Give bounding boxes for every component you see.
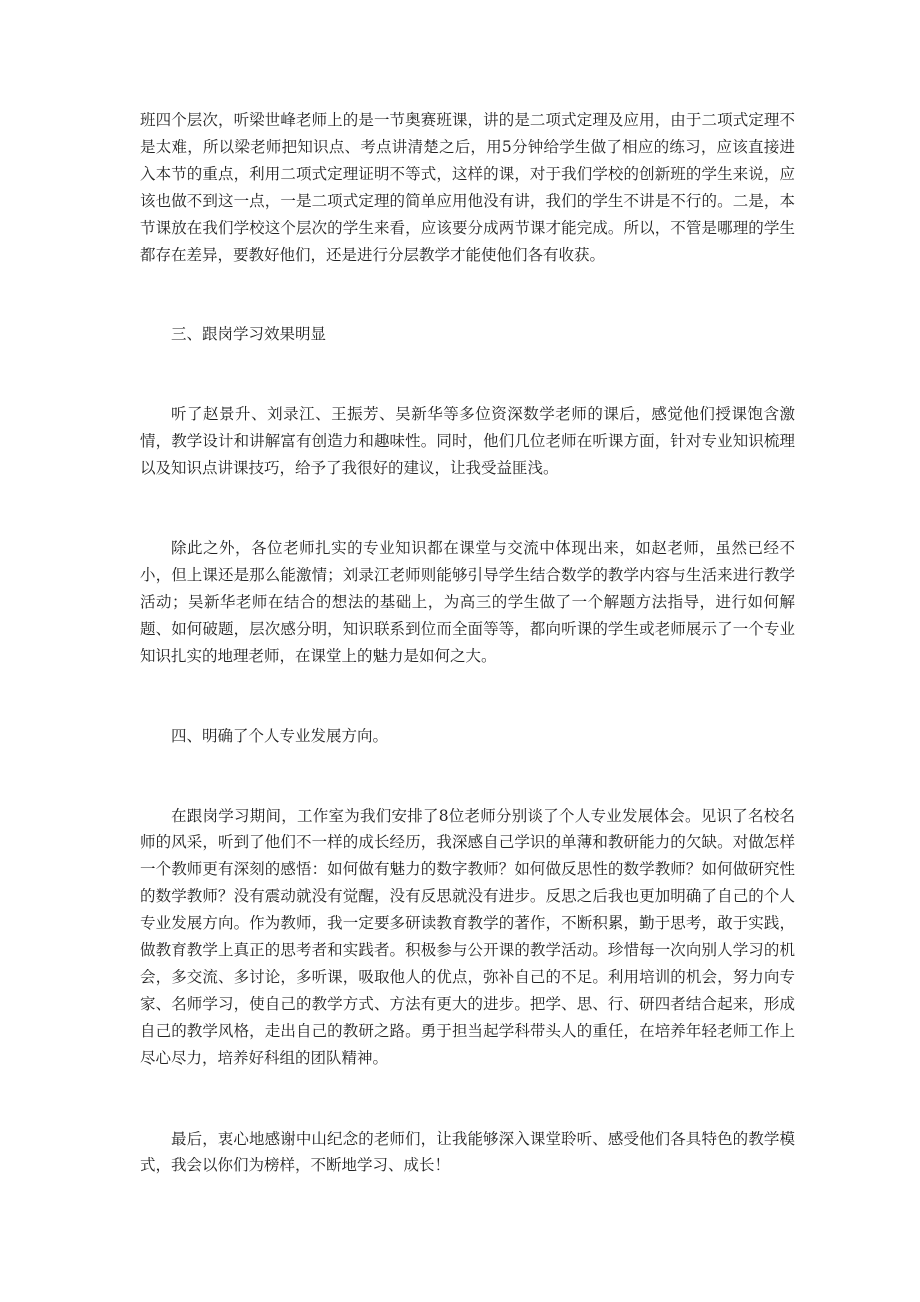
paragraph-development-direction: 在跟岗学习期间，工作室为我们安排了8位老师分别谈了个人专业发展体会。见识了名校名师的风采，听到了他们不一样的成长经历，我深感自己学识的单薄和教研能力的欠缺。对做怎样一个教师更有深刻的感悟：如何做有魅力的数字教师？如何做反思性的数学教师？如何做研究性的数学教师？没有震动就没有觉醒，没有反思就没有进步。反思之后我也更加明确了自己的个人专业发展方向。作为教师，我一定要多研读教育教学的著作，不断积累，勤于思考，敢于实践，做教育教学上真正的思考者和实践者。积极参与公开课的教学活动。珍惜每一次向别人学习的机会，多交流、多讨论，多听课，吸取他人的优点，弥补自己的不足。利用培训的机会，努力向专家、名师学习，使自己的教学方式、方法有更大的进步。把学、思、行、研四者结合起来，形成自己的教学风格，走出自己的教研之路。勇于担当起学科带头人的重任，在培养年轻老师工作上尽心尽力，培养好科组的团队精神。 (140, 806, 795, 1067)
paragraph-closing-thanks: 最后，衷心地感谢中山纪念的老师们，让我能够深入课堂聆听、感受他们各具特色的教学模式，我会以你们为榜样，不断地学习、成长！ (140, 1129, 795, 1175)
paragraph-teachers-lessons: 听了赵景升、刘录江、王振芳、吴新华等多位资深数学老师的课后，感觉他们授课饱含激情，教学设计和讲解富有创造力和趣味性。同时，他们几位老师在听课方面，针对专业知识梳理以及知识点讲课技巧，给予了我很好的建议，让我受益匪浅。 (140, 405, 795, 478)
paragraph-layered-teaching: 班四个层次，听梁世峰老师上的是一节奥赛班课，讲的是二项式定理及应用，由于二项式定理不是太难，所以梁老师把知识点、考点讲清楚之后，用5分钟给学生做了相应的练习，应该直接进入本节的重点，利用二项式定理证明不等式，这样的课，对于我们学校的创新班的学生来说，应该也做不到这一点，一是二项式定理的简单应用他没有讲，我们的学生不讲是不行的。二是，本节课放在我们学校这个层次的学生来看，应该要分成两节课才能完成。所以，不管是哪理的学生都存在差异，要教好他们，还是进行分层教学才能使他们各有收获。 (140, 111, 795, 264)
paragraph-professional-knowledge: 除此之外，各位老师扎实的专业知识都在课堂与交流中体现出来，如赵老师，虽然已经不小，但上课还是那么能激情；刘录江老师则能够引导学生结合数学的教学内容与生活来进行教学活动；吴新华老师在结合的想法的基础上，为高三的学生做了一个解题方法指导，进行如何解题、如何破题，层次感分明，知识联系到位而全面等等，都向听课的学生或老师展示了一个专业知识扎实的地理老师，在课堂上的魅力是如何之大。 (140, 539, 795, 665)
section-heading-4: 四、明确了个人专业发展方向。 (171, 726, 389, 745)
section-heading-3: 三、跟岗学习效果明显 (171, 325, 327, 344)
